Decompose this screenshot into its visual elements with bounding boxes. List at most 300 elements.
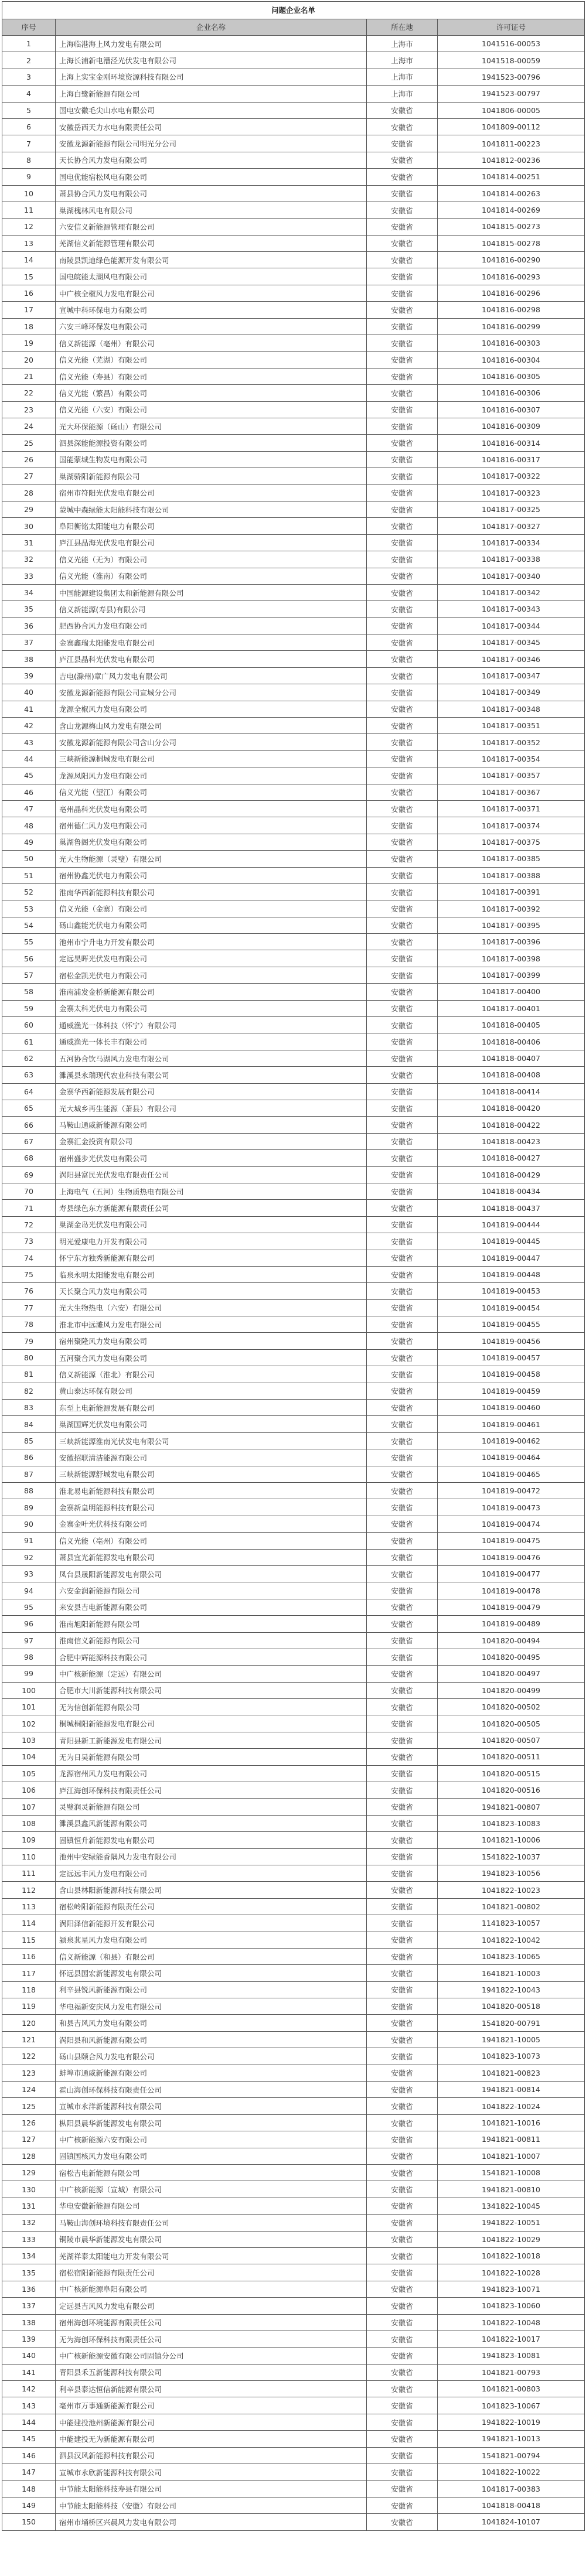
license-number: 1041818-00405 bbox=[438, 1017, 585, 1033]
location: 安徽省 bbox=[367, 1915, 438, 1932]
table-row bbox=[2, 2082, 585, 2098]
enterprise-name: 吉电(滁州)章广风力发电有限公司 bbox=[56, 667, 367, 684]
license-number: 1041820-00511 bbox=[438, 1749, 585, 1765]
location: 安徽省 bbox=[367, 950, 438, 967]
location: 安徽省 bbox=[367, 435, 438, 451]
location: 安徽省 bbox=[367, 2364, 438, 2380]
license-number: 1041818-00437 bbox=[438, 1200, 585, 1216]
table-row bbox=[2, 252, 585, 268]
row-number: 135 bbox=[2, 2264, 56, 2281]
license-number: 1041818-00423 bbox=[438, 1133, 585, 1149]
table-header-row bbox=[2, 19, 585, 36]
table-row bbox=[2, 1882, 585, 1898]
row-number: 35 bbox=[2, 601, 56, 617]
table-row bbox=[2, 2414, 585, 2430]
enterprise-name: 安徽龙源新能源有限公司明光分公司 bbox=[56, 135, 367, 152]
enterprise-name: 安徽招联清洁能源有限公司 bbox=[56, 1449, 367, 1466]
table-row bbox=[2, 1782, 585, 1799]
enterprise-name: 怀宁东方独秀新能源有限公司 bbox=[56, 1250, 367, 1266]
enterprise-name: 六安信义新能源管理有限公司 bbox=[56, 219, 367, 235]
table-row bbox=[2, 1366, 585, 1383]
table-row bbox=[2, 335, 585, 352]
row-number: 31 bbox=[2, 534, 56, 551]
table-row bbox=[2, 1316, 585, 1333]
enterprise-name: 三峡新能源桐城发电有限公司 bbox=[56, 750, 367, 767]
license-number: 1041817-00385 bbox=[438, 851, 585, 867]
enterprise-name: 定远昊晖光伏发电有限公司 bbox=[56, 950, 367, 967]
location: 安徽省 bbox=[367, 1200, 438, 1216]
location: 安徽省 bbox=[367, 1981, 438, 1998]
row-number: 77 bbox=[2, 1299, 56, 1316]
enterprise-name: 中广核新能源阜阳有限公司 bbox=[56, 2281, 367, 2297]
license-number: 1041819-00475 bbox=[438, 1533, 585, 1549]
table-row bbox=[2, 2215, 585, 2231]
license-number: 1041816-00307 bbox=[438, 401, 585, 418]
license-number: 1041816-00293 bbox=[438, 268, 585, 285]
row-number: 126 bbox=[2, 2114, 56, 2131]
row-number: 106 bbox=[2, 1782, 56, 1799]
row-number: 141 bbox=[2, 2364, 56, 2380]
row-number: 143 bbox=[2, 2397, 56, 2414]
table-row bbox=[2, 1083, 585, 1100]
row-number: 61 bbox=[2, 1033, 56, 1050]
table-row bbox=[2, 1715, 585, 1732]
license-number: 1041818-00407 bbox=[438, 1050, 585, 1066]
row-number: 13 bbox=[2, 235, 56, 251]
license-number: 1041820-00505 bbox=[438, 1715, 585, 1732]
location: 安徽省 bbox=[367, 118, 438, 135]
table-row bbox=[2, 2148, 585, 2164]
table-row bbox=[2, 834, 585, 850]
enterprise-name: 铜陵市晨华新能源发电有限公司 bbox=[56, 2231, 367, 2247]
table-row bbox=[2, 667, 585, 684]
location: 安徽省 bbox=[367, 2314, 438, 2331]
table-row bbox=[2, 1799, 585, 1815]
license-number: 1041816-00317 bbox=[438, 451, 585, 468]
column-header-license-number: 许可证号 bbox=[438, 19, 585, 36]
license-number: 1941823-10056 bbox=[438, 1865, 585, 1881]
enterprise-name: 宿州协鑫光伏电力有限公司 bbox=[56, 867, 367, 883]
license-number: 1041819-00461 bbox=[438, 1416, 585, 1432]
license-number: 1341822-10045 bbox=[438, 2198, 585, 2214]
row-number: 123 bbox=[2, 2065, 56, 2081]
location: 安徽省 bbox=[367, 1898, 438, 1915]
table-row bbox=[2, 1948, 585, 1964]
row-number: 8 bbox=[2, 152, 56, 168]
enterprise-name: 宿州德仁风力发电有限公司 bbox=[56, 817, 367, 834]
license-number: 1941823-10081 bbox=[438, 2348, 585, 2364]
license-number: 1041818-00408 bbox=[438, 1067, 585, 1083]
license-number: 1041822-10028 bbox=[438, 2264, 585, 2281]
row-number: 133 bbox=[2, 2231, 56, 2247]
row-number: 88 bbox=[2, 1482, 56, 1499]
license-number: 1941821-10005 bbox=[438, 2031, 585, 2048]
license-number: 1041811-00223 bbox=[438, 135, 585, 152]
enterprise-name: 信义光能（繁昌）有限公司 bbox=[56, 385, 367, 401]
enterprise-name: 黄山泰达环保有限公司 bbox=[56, 1383, 367, 1399]
license-number: 1041817-00327 bbox=[438, 518, 585, 534]
row-number: 116 bbox=[2, 1948, 56, 1964]
location: 安徽省 bbox=[367, 817, 438, 834]
enterprise-name: 光大生物热电（六安）有限公司 bbox=[56, 1299, 367, 1316]
row-number: 149 bbox=[2, 2497, 56, 2513]
license-number: 1041814-00263 bbox=[438, 185, 585, 202]
enterprise-name: 马鞍山海创环境科技有限责任公司 bbox=[56, 2215, 367, 2231]
row-number: 98 bbox=[2, 1649, 56, 1665]
table-row bbox=[2, 1466, 585, 1482]
row-number: 34 bbox=[2, 584, 56, 601]
license-number: 1041820-00516 bbox=[438, 1782, 585, 1799]
location: 安徽省 bbox=[367, 1266, 438, 1282]
table-row bbox=[2, 2015, 585, 2031]
location: 安徽省 bbox=[367, 651, 438, 667]
row-number: 51 bbox=[2, 867, 56, 883]
table-row bbox=[2, 435, 585, 451]
location: 安徽省 bbox=[367, 1782, 438, 1799]
table-row bbox=[2, 52, 585, 69]
enterprise-name: 信义新能源(寿县)有限公司 bbox=[56, 601, 367, 617]
enterprise-name: 光大环保能源（砀山）有限公司 bbox=[56, 418, 367, 434]
enterprise-name: 宿松岭阳新能源有限责任公司 bbox=[56, 1898, 367, 1915]
row-number: 65 bbox=[2, 1100, 56, 1117]
enterprise-name: 宿松金凯光伏电力有限公司 bbox=[56, 967, 367, 983]
row-number: 132 bbox=[2, 2215, 56, 2231]
table-row bbox=[2, 1233, 585, 1250]
row-number: 137 bbox=[2, 2298, 56, 2314]
license-number: 1041819-00457 bbox=[438, 1349, 585, 1366]
location: 安徽省 bbox=[367, 418, 438, 434]
enterprise-name: 信义新能源（淮北）有限公司 bbox=[56, 1366, 367, 1383]
enterprise-name: 宿州市埇桥区兴晨风力发电有限公司 bbox=[56, 2514, 367, 2530]
location: 安徽省 bbox=[367, 1666, 438, 1682]
license-number: 1041816-00290 bbox=[438, 252, 585, 268]
enterprise-name: 通威渔光一体科技（怀宁）有限公司 bbox=[56, 1017, 367, 1033]
table-row bbox=[2, 1000, 585, 1016]
table-row bbox=[2, 701, 585, 717]
row-number: 147 bbox=[2, 2464, 56, 2481]
location: 安徽省 bbox=[367, 1383, 438, 1399]
enterprise-name: 砀山鑫能光伏电力有限公司 bbox=[56, 917, 367, 933]
row-number: 11 bbox=[2, 202, 56, 218]
row-number: 91 bbox=[2, 1533, 56, 1549]
location: 安徽省 bbox=[367, 2215, 438, 2231]
row-number: 23 bbox=[2, 401, 56, 418]
location: 安徽省 bbox=[367, 667, 438, 684]
table-row bbox=[2, 2198, 585, 2214]
enterprise-name: 中广核新能源（宣城）有限公司 bbox=[56, 2181, 367, 2198]
license-number: 1041817-00374 bbox=[438, 817, 585, 834]
table-row bbox=[2, 36, 585, 52]
license-number: 1041819-00448 bbox=[438, 1266, 585, 1282]
table-row bbox=[2, 2165, 585, 2181]
row-number: 95 bbox=[2, 1599, 56, 1615]
table-row bbox=[2, 302, 585, 318]
license-number: 1041820-00494 bbox=[438, 1632, 585, 1649]
license-number: 1041817-00367 bbox=[438, 784, 585, 800]
row-number: 63 bbox=[2, 1067, 56, 1083]
license-number: 1041806-00005 bbox=[438, 102, 585, 118]
enterprise-name: 和县吉风风力发电有限公司 bbox=[56, 2015, 367, 2031]
table-row bbox=[2, 202, 585, 218]
table-row bbox=[2, 1848, 585, 1865]
row-number: 4 bbox=[2, 86, 56, 102]
enterprise-name: 天长聚合风力发电有限公司 bbox=[56, 1283, 367, 1299]
location: 安徽省 bbox=[367, 2114, 438, 2131]
enterprise-name: 中广核新能源（定远）有限公司 bbox=[56, 1666, 367, 1682]
enterprise-name: 定远远丰风力发电有限公司 bbox=[56, 1865, 367, 1881]
row-number: 76 bbox=[2, 1283, 56, 1299]
enterprise-name: 寿县绿色东方新能源有限责任公司 bbox=[56, 1200, 367, 1216]
enterprise-name: 巢湖鲁阁光伏发电有限公司 bbox=[56, 834, 367, 850]
enterprise-name: 中国能源建设集团太和新能源有限公司 bbox=[56, 584, 367, 601]
table-row bbox=[2, 501, 585, 517]
table-row bbox=[2, 1632, 585, 1649]
enterprise-name: 宣城市永欣新能源科技有限公司 bbox=[56, 2464, 367, 2481]
location: 安徽省 bbox=[367, 800, 438, 817]
row-number: 113 bbox=[2, 1898, 56, 1915]
enterprise-name: 宣城中科环保电力有限公司 bbox=[56, 302, 367, 318]
location: 安徽省 bbox=[367, 1250, 438, 1266]
enterprise-name: 砀山县颐合风力发电有限公司 bbox=[56, 2048, 367, 2065]
row-number: 103 bbox=[2, 1732, 56, 1748]
row-number: 2 bbox=[2, 52, 56, 69]
enterprise-name: 光大城乡再生能源（萧县）有限公司 bbox=[56, 1100, 367, 1117]
license-number: 1041817-00357 bbox=[438, 767, 585, 784]
row-number: 111 bbox=[2, 1865, 56, 1881]
row-number: 85 bbox=[2, 1432, 56, 1449]
location: 安徽省 bbox=[367, 934, 438, 950]
row-number: 21 bbox=[2, 368, 56, 384]
row-number: 129 bbox=[2, 2165, 56, 2181]
row-number: 72 bbox=[2, 1216, 56, 1233]
table-row bbox=[2, 1998, 585, 2015]
enterprise-name: 金寨新皇明能源科技有限公司 bbox=[56, 1499, 367, 1516]
enterprise-name: 金寨鑫瑞太阳能发电有限公司 bbox=[56, 634, 367, 651]
location: 安徽省 bbox=[367, 1400, 438, 1416]
location: 安徽省 bbox=[367, 1815, 438, 1831]
table-row bbox=[2, 1516, 585, 1532]
enterprise-name: 怀远县国宏新能源发电有限公司 bbox=[56, 1965, 367, 1981]
enterprise-name: 上海电气（五河）生物质热电有限公司 bbox=[56, 1183, 367, 1199]
table-row bbox=[2, 1216, 585, 1233]
license-number: 1041818-00406 bbox=[438, 1033, 585, 1050]
row-number: 109 bbox=[2, 1832, 56, 1848]
table-row bbox=[2, 1432, 585, 1449]
location: 安徽省 bbox=[367, 169, 438, 185]
row-number: 56 bbox=[2, 950, 56, 967]
table-row bbox=[2, 2131, 585, 2148]
row-number: 47 bbox=[2, 800, 56, 817]
enterprise-name: 涡阳县富民光伏发电有限责任公司 bbox=[56, 1166, 367, 1183]
enterprise-name: 信义光能（寿县）有限公司 bbox=[56, 368, 367, 384]
row-number: 82 bbox=[2, 1383, 56, 1399]
location: 安徽省 bbox=[367, 1932, 438, 1948]
table-row bbox=[2, 2098, 585, 2114]
row-number: 94 bbox=[2, 1582, 56, 1599]
table-row bbox=[2, 152, 585, 168]
row-number: 107 bbox=[2, 1799, 56, 1815]
table-row bbox=[2, 551, 585, 568]
location: 安徽省 bbox=[367, 584, 438, 601]
row-number: 87 bbox=[2, 1466, 56, 1482]
location: 安徽省 bbox=[367, 352, 438, 368]
row-number: 81 bbox=[2, 1366, 56, 1383]
table-row bbox=[2, 2314, 585, 2331]
license-number: 1041816-00305 bbox=[438, 368, 585, 384]
location: 安徽省 bbox=[367, 1117, 438, 1133]
table-row bbox=[2, 219, 585, 235]
table-row bbox=[2, 917, 585, 933]
location: 安徽省 bbox=[367, 2381, 438, 2397]
location: 安徽省 bbox=[367, 202, 438, 218]
table-row bbox=[2, 784, 585, 800]
row-number: 49 bbox=[2, 834, 56, 850]
table-row bbox=[2, 169, 585, 185]
license-number: 1041817-00323 bbox=[438, 485, 585, 501]
table-row bbox=[2, 1333, 585, 1349]
row-number: 46 bbox=[2, 784, 56, 800]
location: 安徽省 bbox=[367, 2181, 438, 2198]
license-number: 1041817-00396 bbox=[438, 934, 585, 950]
license-number: 1941523-00797 bbox=[438, 86, 585, 102]
license-number: 1041821-10006 bbox=[438, 1832, 585, 1848]
problem-enterprise-table bbox=[2, 1, 585, 2531]
license-number: 1041819-00444 bbox=[438, 1216, 585, 1233]
enterprise-name: 无为日昊新能源有限公司 bbox=[56, 1749, 367, 1765]
location: 安徽省 bbox=[367, 1516, 438, 1532]
table-row bbox=[2, 1166, 585, 1183]
row-number: 104 bbox=[2, 1749, 56, 1765]
row-number: 89 bbox=[2, 1499, 56, 1516]
license-number: 1041817-00391 bbox=[438, 883, 585, 900]
location: 安徽省 bbox=[367, 1466, 438, 1482]
location: 安徽省 bbox=[367, 135, 438, 152]
row-number: 22 bbox=[2, 385, 56, 401]
table-row bbox=[2, 584, 585, 601]
license-number: 1041820-00497 bbox=[438, 1666, 585, 1682]
license-number: 1641821-10003 bbox=[438, 1965, 585, 1981]
location: 安徽省 bbox=[367, 784, 438, 800]
location: 安徽省 bbox=[367, 468, 438, 485]
enterprise-name: 光大生物能源（灵璧）有限公司 bbox=[56, 851, 367, 867]
table-row bbox=[2, 750, 585, 767]
row-number: 39 bbox=[2, 667, 56, 684]
location: 安徽省 bbox=[367, 1948, 438, 1964]
license-number: 1941523-00796 bbox=[438, 69, 585, 85]
table-row bbox=[2, 1133, 585, 1149]
location: 安徽省 bbox=[367, 401, 438, 418]
location: 安徽省 bbox=[367, 1000, 438, 1016]
enterprise-name: 泗县汉风新能源科技有限公司 bbox=[56, 2447, 367, 2464]
row-number: 105 bbox=[2, 1765, 56, 1782]
location: 安徽省 bbox=[367, 1965, 438, 1981]
enterprise-name: 亳州市万事通新能源有限公司 bbox=[56, 2397, 367, 2414]
location: 安徽省 bbox=[367, 1133, 438, 1149]
location: 安徽省 bbox=[367, 2397, 438, 2414]
license-number: 1041817-00400 bbox=[438, 984, 585, 1000]
enterprise-name: 亳州晶科光伏发电有限公司 bbox=[56, 800, 367, 817]
location: 安徽省 bbox=[367, 368, 438, 384]
license-number: 1941821-00811 bbox=[438, 2131, 585, 2148]
location: 安徽省 bbox=[367, 501, 438, 517]
location: 安徽省 bbox=[367, 518, 438, 534]
enterprise-name: 临泉永明太阳能发电有限公司 bbox=[56, 1266, 367, 1282]
location: 安徽省 bbox=[367, 2414, 438, 2430]
license-number: 1041815-00278 bbox=[438, 235, 585, 251]
table-row bbox=[2, 318, 585, 335]
table-row bbox=[2, 1349, 585, 1366]
location: 安徽省 bbox=[367, 1150, 438, 1166]
table-row bbox=[2, 2331, 585, 2347]
row-number: 146 bbox=[2, 2447, 56, 2464]
table-row bbox=[2, 69, 585, 85]
license-number: 1041819-00465 bbox=[438, 1466, 585, 1482]
table-row bbox=[2, 1383, 585, 1399]
table-row bbox=[2, 1150, 585, 1166]
location: 安徽省 bbox=[367, 1848, 438, 1865]
location: 安徽省 bbox=[367, 1183, 438, 1199]
table-row bbox=[2, 135, 585, 152]
license-number: 1041817-00398 bbox=[438, 950, 585, 967]
row-number: 90 bbox=[2, 1516, 56, 1532]
location: 安徽省 bbox=[367, 2231, 438, 2247]
license-number: 1041817-00348 bbox=[438, 701, 585, 717]
enterprise-name: 无为信创新能源有限公司 bbox=[56, 1699, 367, 1715]
enterprise-name: 龙源凤阳风力发电有限公司 bbox=[56, 767, 367, 784]
license-number: 1041518-00059 bbox=[438, 52, 585, 69]
row-number: 5 bbox=[2, 102, 56, 118]
enterprise-name: 宿松吉电新能源有限公司 bbox=[56, 2165, 367, 2181]
license-number: 1041819-00477 bbox=[438, 1565, 585, 1582]
row-number: 14 bbox=[2, 252, 56, 268]
license-number: 1041820-00518 bbox=[438, 1998, 585, 2015]
enterprise-name: 巢湖金岛光伏发电有限公司 bbox=[56, 1216, 367, 1233]
row-number: 67 bbox=[2, 1133, 56, 1149]
row-number: 27 bbox=[2, 468, 56, 485]
license-number: 1041819-00489 bbox=[438, 1616, 585, 1632]
table-row bbox=[2, 851, 585, 867]
table-row bbox=[2, 1932, 585, 1948]
location: 安徽省 bbox=[367, 1749, 438, 1765]
row-number: 112 bbox=[2, 1882, 56, 1898]
row-number: 99 bbox=[2, 1666, 56, 1682]
enterprise-name: 濉溪县永瑞现代农业科技有限公司 bbox=[56, 1067, 367, 1083]
table-row bbox=[2, 2181, 585, 2198]
enterprise-name: 桐城桐阳新能源发电有限公司 bbox=[56, 1715, 367, 1732]
location: 安徽省 bbox=[367, 1333, 438, 1349]
enterprise-name: 含山龙源梅山风力发电有限公司 bbox=[56, 718, 367, 734]
enterprise-name: 定远县吉风风力发电有限公司 bbox=[56, 2298, 367, 2314]
row-number: 32 bbox=[2, 551, 56, 568]
license-number: 1041822-10029 bbox=[438, 2231, 585, 2247]
location: 安徽省 bbox=[367, 2348, 438, 2364]
enterprise-name: 肥西协合风力发电有限公司 bbox=[56, 617, 367, 634]
row-number: 6 bbox=[2, 118, 56, 135]
row-number: 16 bbox=[2, 285, 56, 301]
row-number: 145 bbox=[2, 2431, 56, 2447]
row-number: 120 bbox=[2, 2015, 56, 2031]
column-header-location: 所在地 bbox=[367, 19, 438, 36]
license-number: 1041817-00322 bbox=[438, 468, 585, 485]
table-row bbox=[2, 1915, 585, 1932]
enterprise-name: 濉溪县鑫风新能源有限公司 bbox=[56, 1815, 367, 1831]
enterprise-name: 龙源全椒风力发电有限公司 bbox=[56, 701, 367, 717]
location: 安徽省 bbox=[367, 1682, 438, 1698]
enterprise-name: 宿松宿阳新能源有限责任公司 bbox=[56, 2264, 367, 2281]
row-number: 58 bbox=[2, 984, 56, 1000]
enterprise-name: 含山县林阳新能源科技有限公司 bbox=[56, 1882, 367, 1898]
location: 安徽省 bbox=[367, 2497, 438, 2513]
